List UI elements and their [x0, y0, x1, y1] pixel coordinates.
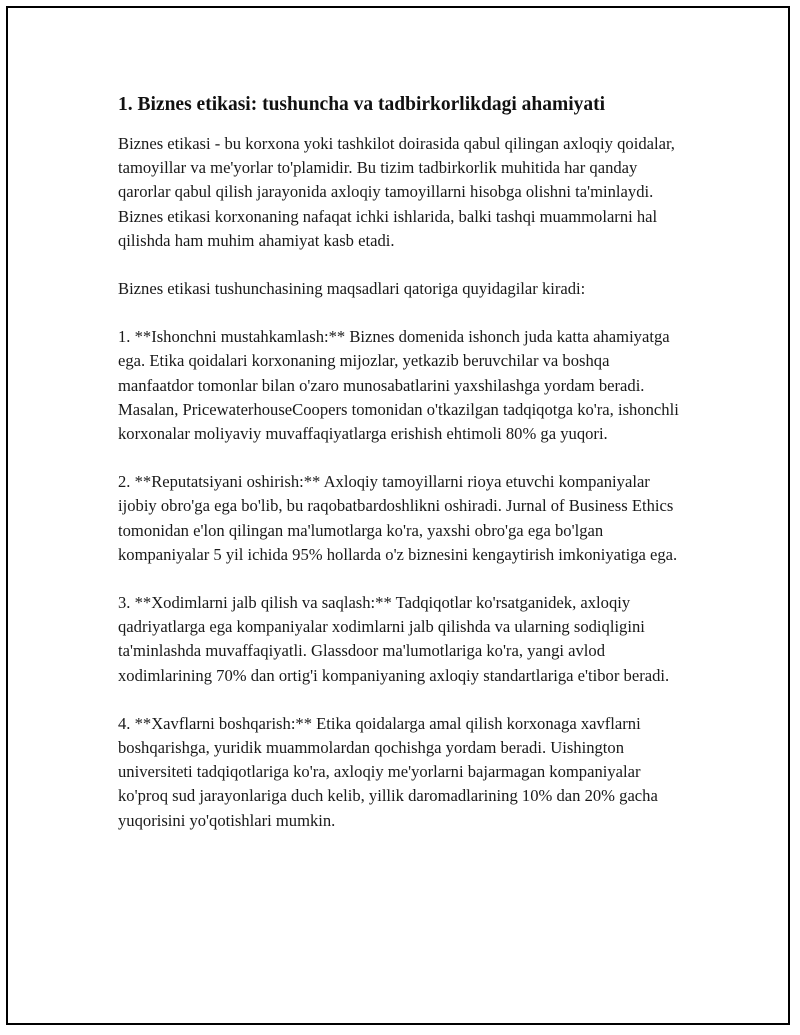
section-heading: 1. Biznes etikasi: tushuncha va tadbirkorlikdagi ahamiyati: [118, 94, 606, 115]
list-item-reputation: 2. **Reputatsiyani oshirish:** Axloqiy tamoyillarni rioya etuvchi kompaniyalar ijobiy obro'ga ega bo'lib, bu raqobatbardoshlikni oshiradi. Jurnal of Business Ethics tomonidan e'lon qilingan ma'lumotlarga ko'ra, yaxshi obro'ga ega bo'lgan kompaniyalar 5 yil ichida 95% hollarda o'z biznesini kengaytirish imkoniyatiga ega.: [118, 472, 678, 564]
document-body: [118, 92, 688, 857]
list-item-trust: 1. **Ishonchni mustahkamlash:** Biznes domenida ishonch juda katta ahamiyatga ega. Etika qoidalari korxonaning mijozlar, yetkazib beruvchilar va boshqa manfaatdor tomonlar bilan o'zaro munosabatlarini yaxshilashga yordam beradi. Masalan, PricewaterhouseCoopers tomonidan o'tkazilgan tadqiqotga ko'ra, ishonchli korxonalar moliyaviy muvaffaqiyatlarga erishish ehtimoli 80% ga yuqori.: [118, 327, 679, 444]
list-item-employees: 3. **Xodimlarni jalb qilish va saqlash:** Tadqiqotlar ko'rsatganidek, axloqiy qadriyatlarga ega kompaniyalar xodimlarni jalb qilishda va ularning sodiqligini ta'minlashda muvaffaqiyatli. Glassdoor ma'lumotlariga ko'ra, yangi avlod xodimlarining 70% dan ortig'i kompaniyaning axloqiy standartlariga e'tibor beradi.: [118, 593, 670, 685]
list-item-risk: 4. **Xavflarni boshqarish:** Etika qoidalarga amal qilish korxonaga xavflarni boshqarishga, yuridik muammolardan qochishga yordam beradi. Uishington universiteti tadqiqotlariga ko'ra, axloqiy me'yorlarni bajarmagan kompaniyalar ko'proq sud jarayonlariga duch kelib, yillik daromadlarining 10% dan 20% gacha yuqorisini yo'qotishlari mumkin.: [118, 713, 658, 830]
paragraph-intro: Biznes etikasi - bu korxona yoki tashkilot doirasida qabul qilingan axloqiy qoidalar, tamoyillar va me'yorlar to'plamidir. Bu tizim tadbirkorlik muhitida har qanday qarorlar qabul qilish jarayonida axloqiy tamoyillarni hisobga olishni ta'minlaydi. Biznes etikasi korxonaning nafaqat ichki ishlarida, balki tashqi muammolarni hal qilishda ham muhim ahamiyat kasb etadi.: [118, 134, 675, 250]
paragraph-goals-lead: Biznes etikasi tushunchasining maqsadlari qatoriga quyidagilar kiradi:: [118, 279, 586, 299]
